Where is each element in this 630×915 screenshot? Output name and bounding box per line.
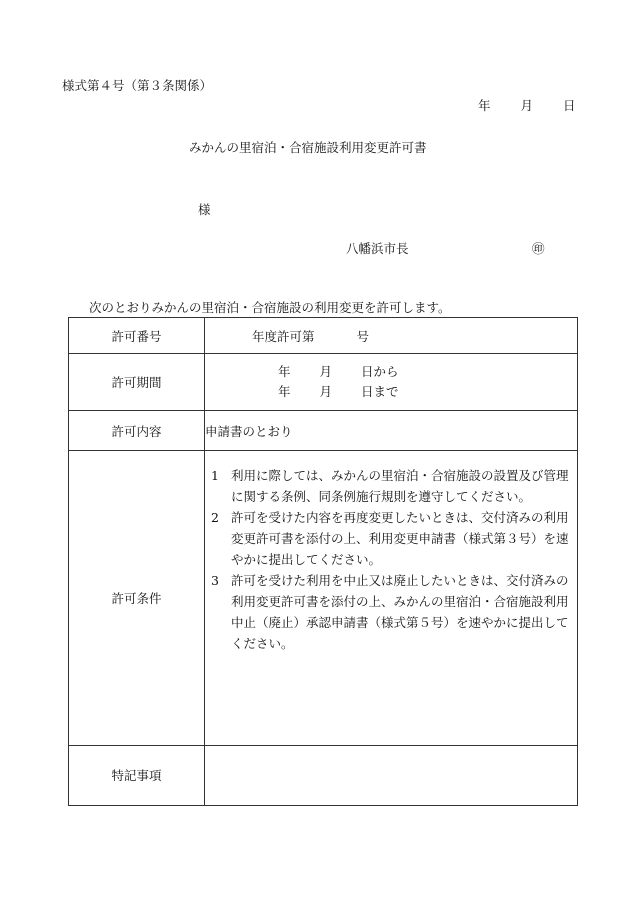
seal-mark: ㊞ xyxy=(532,241,545,256)
period-to-month: 月 xyxy=(319,384,333,400)
period-from-day: 日から xyxy=(361,364,399,380)
permit-period-value xyxy=(205,354,578,411)
form-number: 様式第４号（第３条関係） xyxy=(62,78,213,93)
condition-text: 利用に際しては、みかんの里宿泊・合宿施設の設置及び管理に関する条例、同条例施行規則を遵守してください。 xyxy=(231,468,569,505)
issuer-name: 八幡浜市長 xyxy=(346,241,409,256)
period-to-year: 年 xyxy=(278,384,291,400)
permit-content-value: 申請書のとおり xyxy=(205,411,578,451)
date-year: 年 xyxy=(478,98,491,113)
permit-number-value xyxy=(205,318,578,354)
condition-text: 許可を受けた利用を中止又は廃止したいときは、交付済みの利用変更許可書を添付の上、みかんの里宿泊・合宿施設利用中止（廃止）承認申請書（様式第５号）を速やかに提出してください。 xyxy=(231,573,569,652)
row-permit-number xyxy=(69,318,578,354)
permit-content-label: 許可内容 xyxy=(69,411,205,451)
period-from-month: 月 xyxy=(319,364,333,380)
permit-number-label: 許可番号 xyxy=(69,318,205,354)
condition-number: 2 xyxy=(211,510,219,526)
document-title: みかんの里宿泊・合宿施設利用変更許可書 xyxy=(189,140,427,155)
permit-table xyxy=(68,317,578,806)
permit-period-label: 許可期間 xyxy=(69,354,205,411)
condition-item xyxy=(205,570,577,654)
period-to xyxy=(205,382,577,402)
permit-conditions-label: 許可条件 xyxy=(69,451,205,746)
permit-number-suffix: 号 xyxy=(356,328,370,344)
row-permit-content xyxy=(69,411,578,451)
date-day: 日 xyxy=(563,98,576,113)
permit-number-prefix: 年度許可第 xyxy=(252,328,315,344)
recipient-honorific: 様 xyxy=(198,202,211,217)
period-to-day: 日まで xyxy=(361,384,399,400)
period-from xyxy=(205,362,577,382)
condition-text: 許可を受けた内容を再度変更したいときは、交付済みの利用変更許可書を添付の上、利用変更申請書（様式第３号）を速やかに提出してください。 xyxy=(231,510,569,568)
condition-item xyxy=(205,507,577,570)
row-permit-conditions xyxy=(69,451,578,746)
condition-number: 1 xyxy=(211,468,219,484)
row-permit-period xyxy=(69,354,578,411)
permit-conditions-value xyxy=(205,451,578,746)
issue-date xyxy=(478,96,576,114)
special-notes-label: 特記事項 xyxy=(69,745,205,805)
date-month: 月 xyxy=(520,98,534,113)
period-from-year: 年 xyxy=(278,364,291,380)
condition-item xyxy=(205,465,577,507)
special-notes-value xyxy=(205,745,578,805)
intro-text: 次のとおりみかんの里宿泊・合宿施設の利用変更を許可します。 xyxy=(89,300,451,315)
condition-number: 3 xyxy=(211,573,219,589)
row-special-notes xyxy=(69,745,578,805)
